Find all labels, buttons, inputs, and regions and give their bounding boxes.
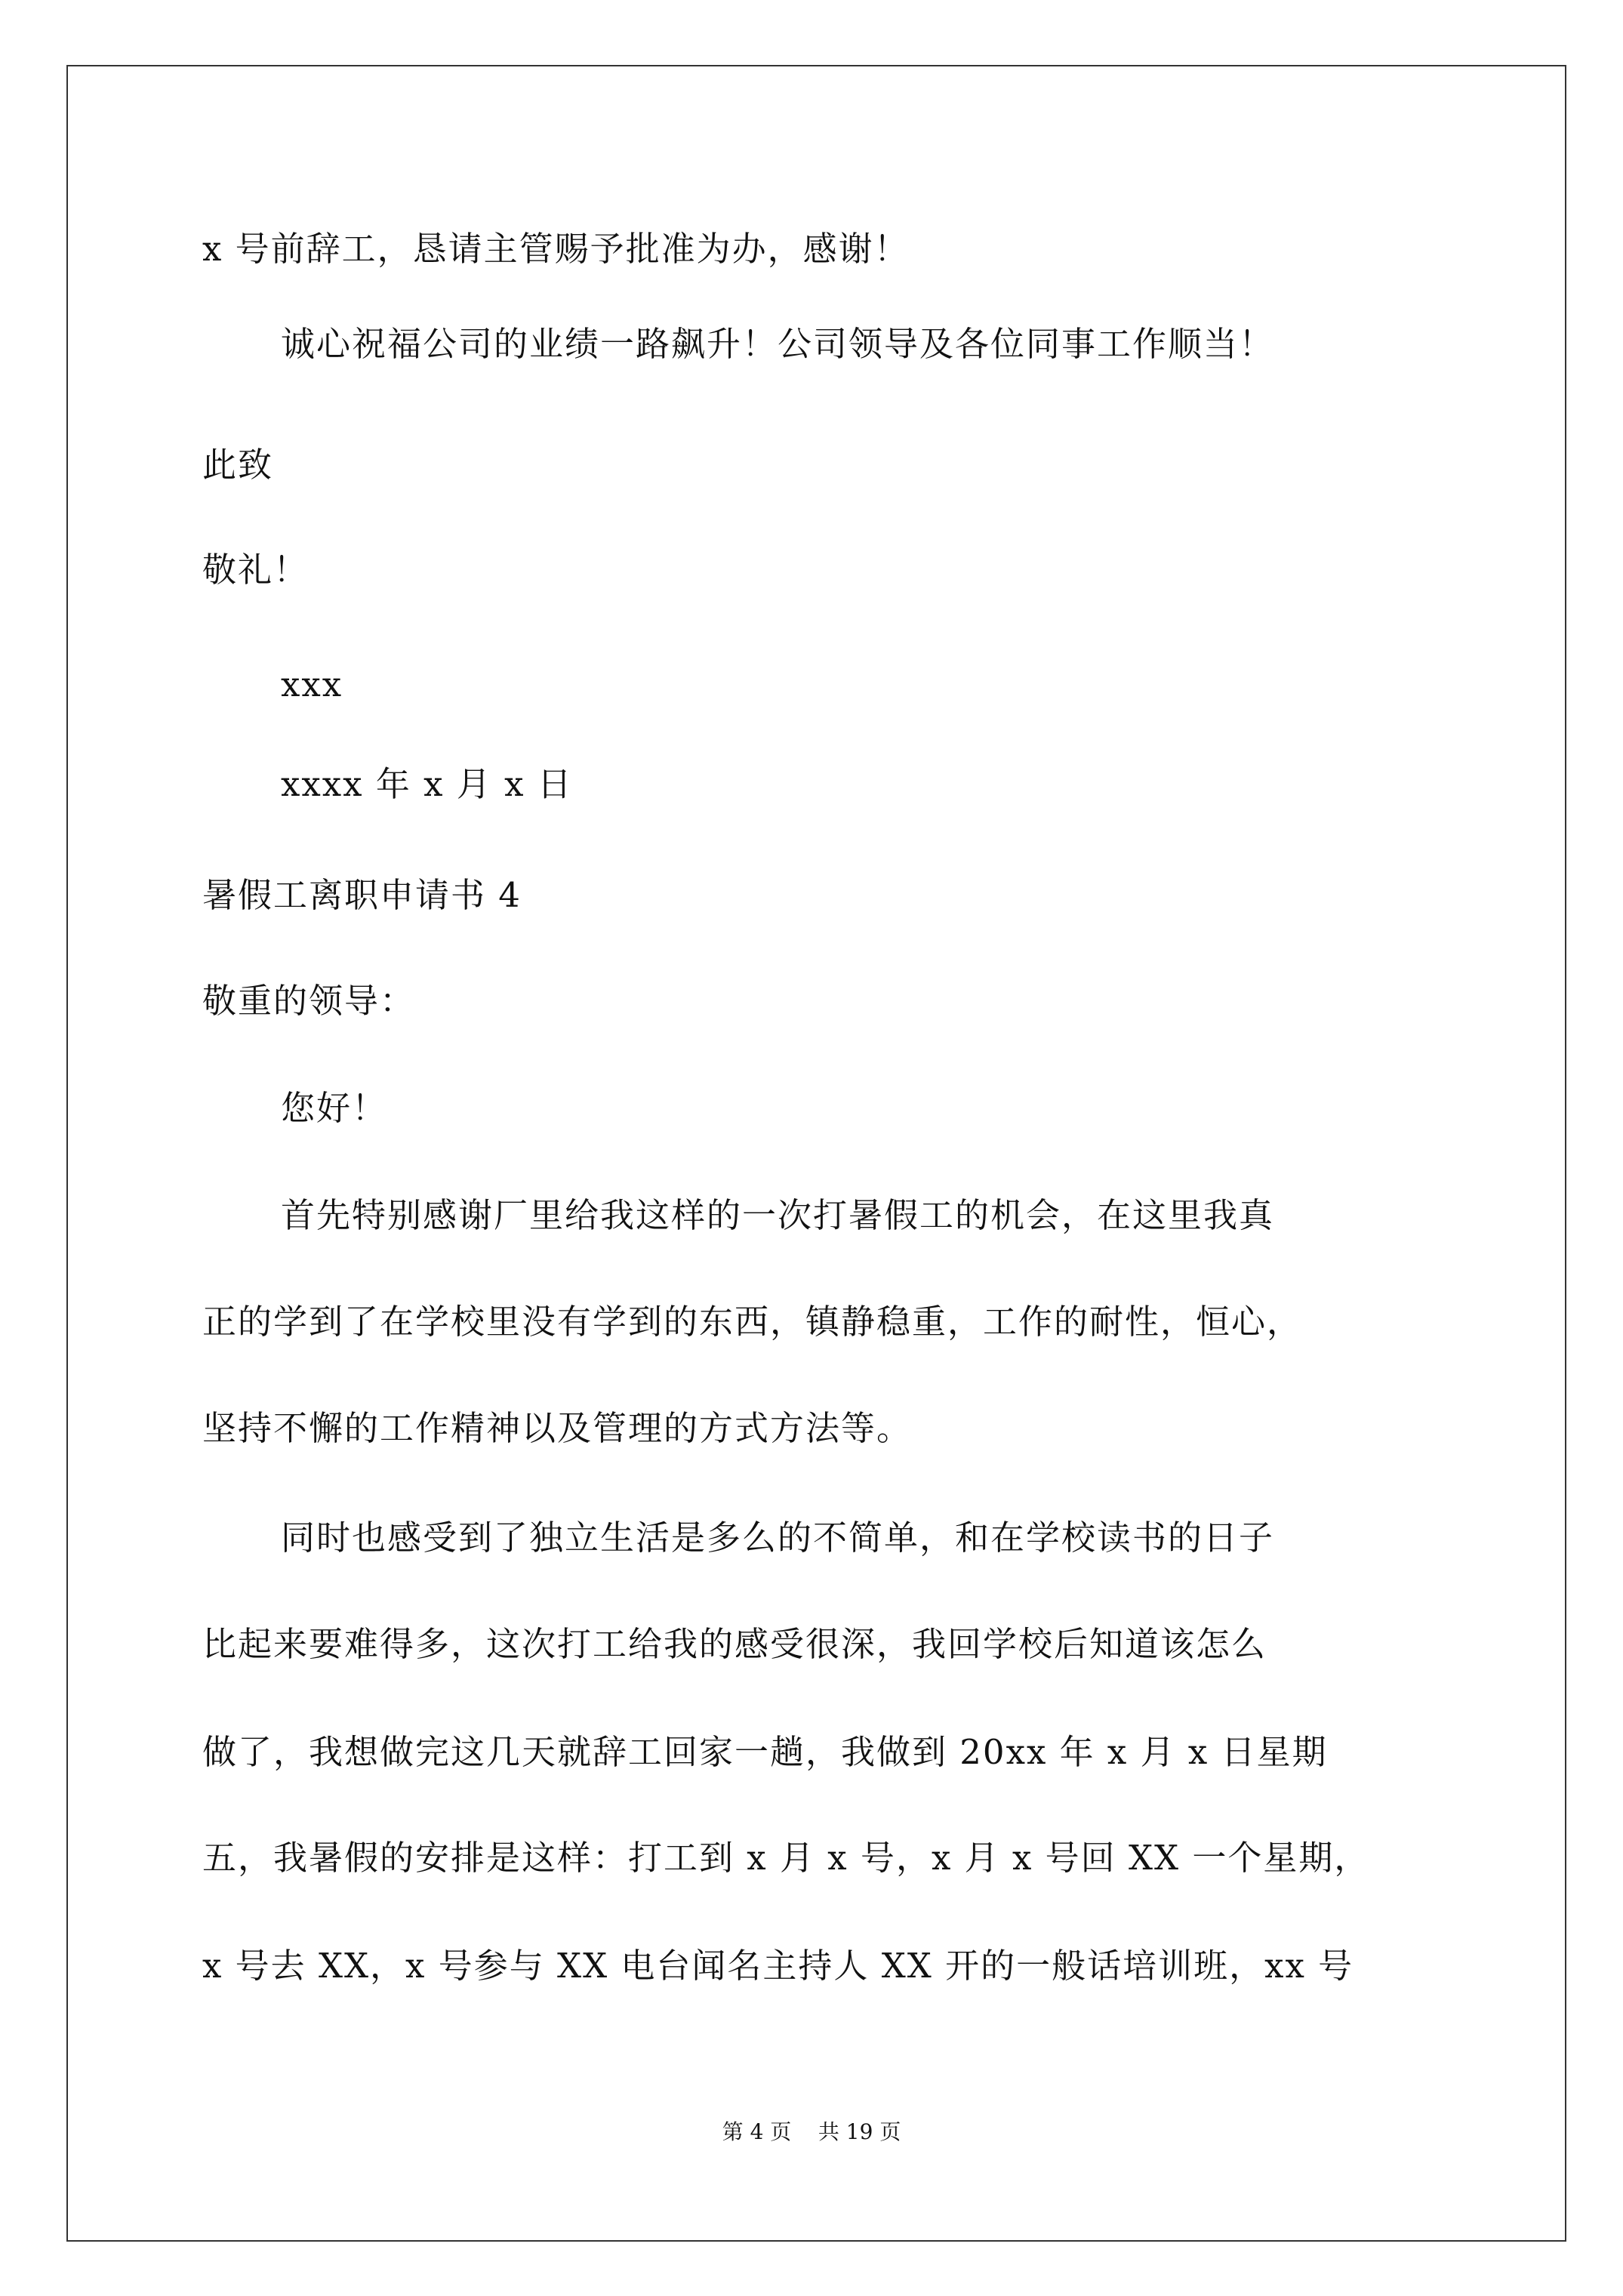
- text-line: 比起来要难得多，这次打工给我的感受很深，我回学校后知道该怎么: [202, 1624, 1267, 1664]
- signature-name: xxx: [281, 664, 343, 704]
- section-title: 暑假工离职申请书 4: [202, 875, 522, 915]
- page-number: 第 4 页 共 19 页: [722, 2119, 901, 2144]
- text-line: 做了，我想做完这几天就辞工回家一趟，我做到 20xx 年 x 月 x 日星期: [202, 1732, 1328, 1772]
- closing-regards: 敬礼！: [202, 550, 310, 590]
- text-line: 同时也感受到了独立生活是多么的不简单，和在学校读书的日子: [281, 1518, 1275, 1558]
- text-line: 正的学到了在学校里没有学到的东西，镇静稳重，工作的耐性，恒心，: [202, 1302, 1303, 1342]
- closing-salutation: 此致: [202, 445, 274, 485]
- text-line: x 号前辞工，恳请主管赐予批准为办，感谢！: [202, 229, 910, 269]
- text-line: 首先特别感谢厂里给我这样的一次打暑假工的机会，在这里我真: [281, 1195, 1275, 1235]
- text-line: x 号去 XX，x 号参与 XX 电台闻名主持人 XX 开的一般话培训班，xx 号: [202, 1946, 1354, 1986]
- signature-date: xxxx 年 x 月 x 日: [281, 764, 573, 804]
- greeting-hello: 您好！: [281, 1088, 388, 1128]
- text-line: 诚心祝福公司的业绩一路飙升！公司领导及各位同事工作顺当！: [281, 324, 1275, 364]
- text-line: 五，我暑假的安排是这样：打工到 x 月 x 号，x 月 x 号回 XX 一个星期，: [202, 1838, 1370, 1878]
- page-border: [66, 65, 1566, 2242]
- greeting: 敬重的领导：: [202, 981, 416, 1021]
- text-line: 坚持不懈的工作精神以及管理的方式方法等。: [202, 1408, 913, 1448]
